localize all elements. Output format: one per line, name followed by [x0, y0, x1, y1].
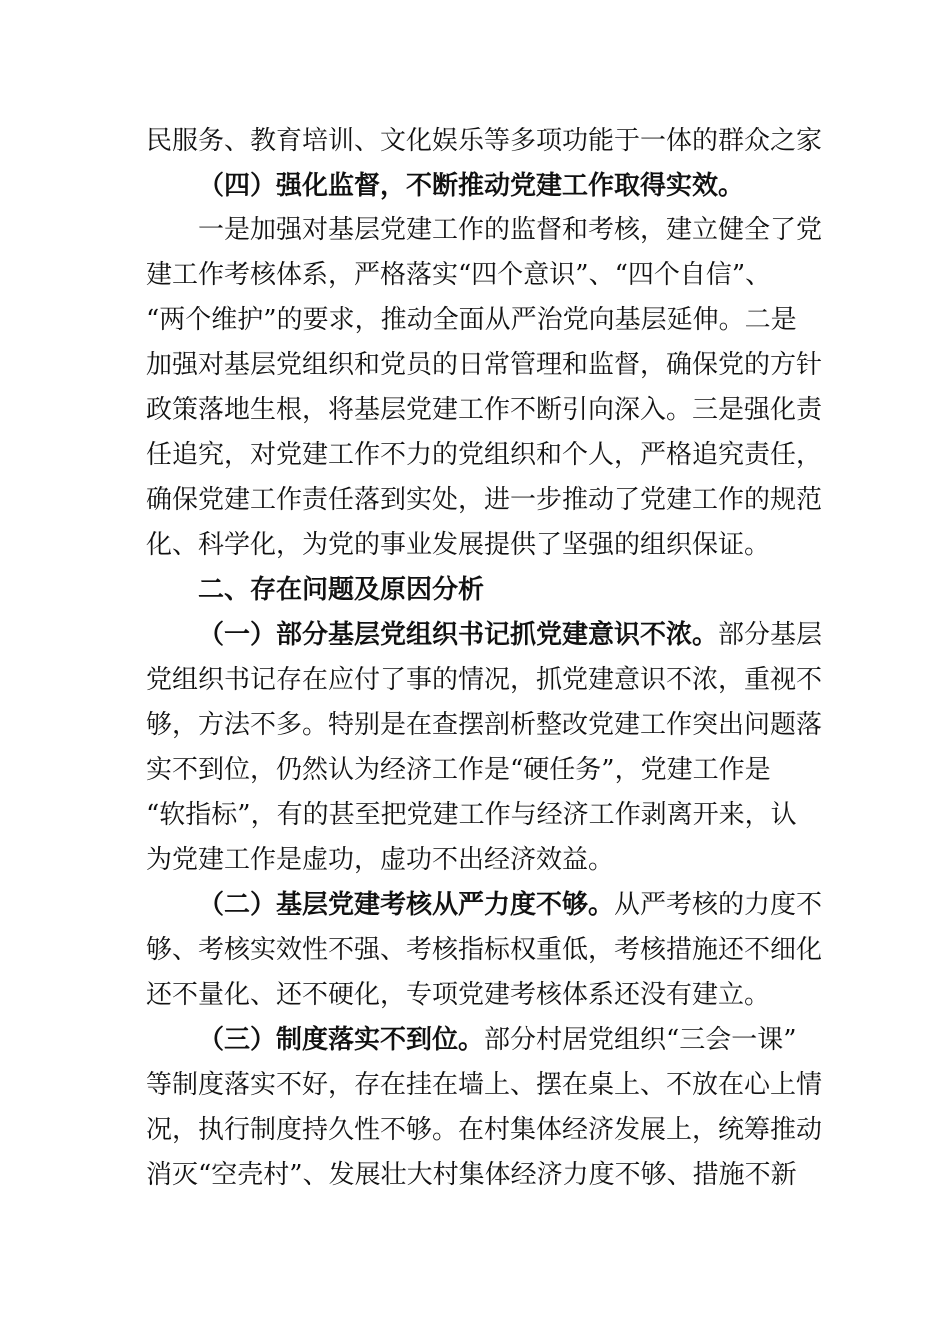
paragraph-line: 化、科学化，为党的事业发展提供了坚强的组织保证。 [146, 530, 771, 560]
paragraph-line: 况，执行制度持久性不够。在村集体经济发展上，统筹推动 [146, 1115, 823, 1145]
paragraph-line: 确保党建工作责任落到实处，进一步推动了党建工作的规范 [146, 485, 823, 515]
paragraph-line [198, 1022, 806, 1058]
paragraph-line: 任追究，对党建工作不力的党组织和个人，严格追究责任， [146, 440, 823, 470]
chapter-heading: 二、存在问题及原因分析 [198, 575, 485, 605]
paragraph-line: 建工作考核体系，严格落实“四个意识”、“四个自信”、 [146, 260, 772, 290]
subsection-heading-1: （一）部分基层党组织书记抓党建意识不浓。 [198, 620, 719, 650]
paragraph-text: 部分基层 [718, 620, 823, 650]
paragraph-line: 实不到位，仍然认为经济工作是“硬任务”，党建工作是 [146, 755, 771, 785]
paragraph-line: “软指标”，有的甚至把党建工作与经济工作剥离开来，认 [146, 800, 797, 830]
paragraph-line: 政策落地生根，将基层党建工作不断引向深入。三是强化责 [146, 395, 823, 425]
paragraph-line: 加强对基层党组织和党员的日常管理和监督，确保党的方针 [146, 350, 823, 380]
subsection-heading-2: （二）基层党建考核从严力度不够。 [198, 890, 615, 920]
paragraph-line: 够，方法不多。特别是在查摆剖析整改党建工作突出问题落 [146, 710, 823, 740]
paragraph-line: “两个维护”的要求，推动全面从严治党向基层延伸。二是 [146, 305, 797, 335]
paragraph-line: 还不量化、还不硬化，专项党建考核体系还没有建立。 [146, 980, 771, 1010]
paragraph-line: 民服务、教育培训、文化娱乐等多项功能于一体的群众之家 [146, 126, 823, 156]
paragraph-line: 为党建工作是虚功，虚功不出经济效益。 [146, 845, 615, 875]
paragraph-line [198, 887, 823, 923]
paragraph-line: 等制度落实不好，存在挂在墙上、摆在桌上、不放在心上情 [146, 1070, 823, 1100]
paragraph-line [198, 617, 823, 653]
paragraph-line: 一是加强对基层党建工作的监督和考核，建立健全了党 [198, 215, 823, 245]
paragraph-text: 部分村居党组织“三会一课” [484, 1025, 797, 1055]
section-heading-4: （四）强化监督，不断推动党建工作取得实效。 [198, 171, 745, 201]
paragraph-line: 党组织书记存在应付了事的情况，抓党建意识不浓，重视不 [146, 665, 823, 695]
paragraph-text: 从严考核的力度不 [614, 890, 823, 920]
subsection-heading-3: （三）制度落实不到位。 [198, 1025, 485, 1055]
paragraph-line: 够、考核实效性不强、考核指标权重低，考核措施还不细化 [146, 935, 823, 965]
paragraph-line: 消灭“空壳村”、发展壮大村集体经济力度不够、措施不新 [146, 1160, 797, 1190]
